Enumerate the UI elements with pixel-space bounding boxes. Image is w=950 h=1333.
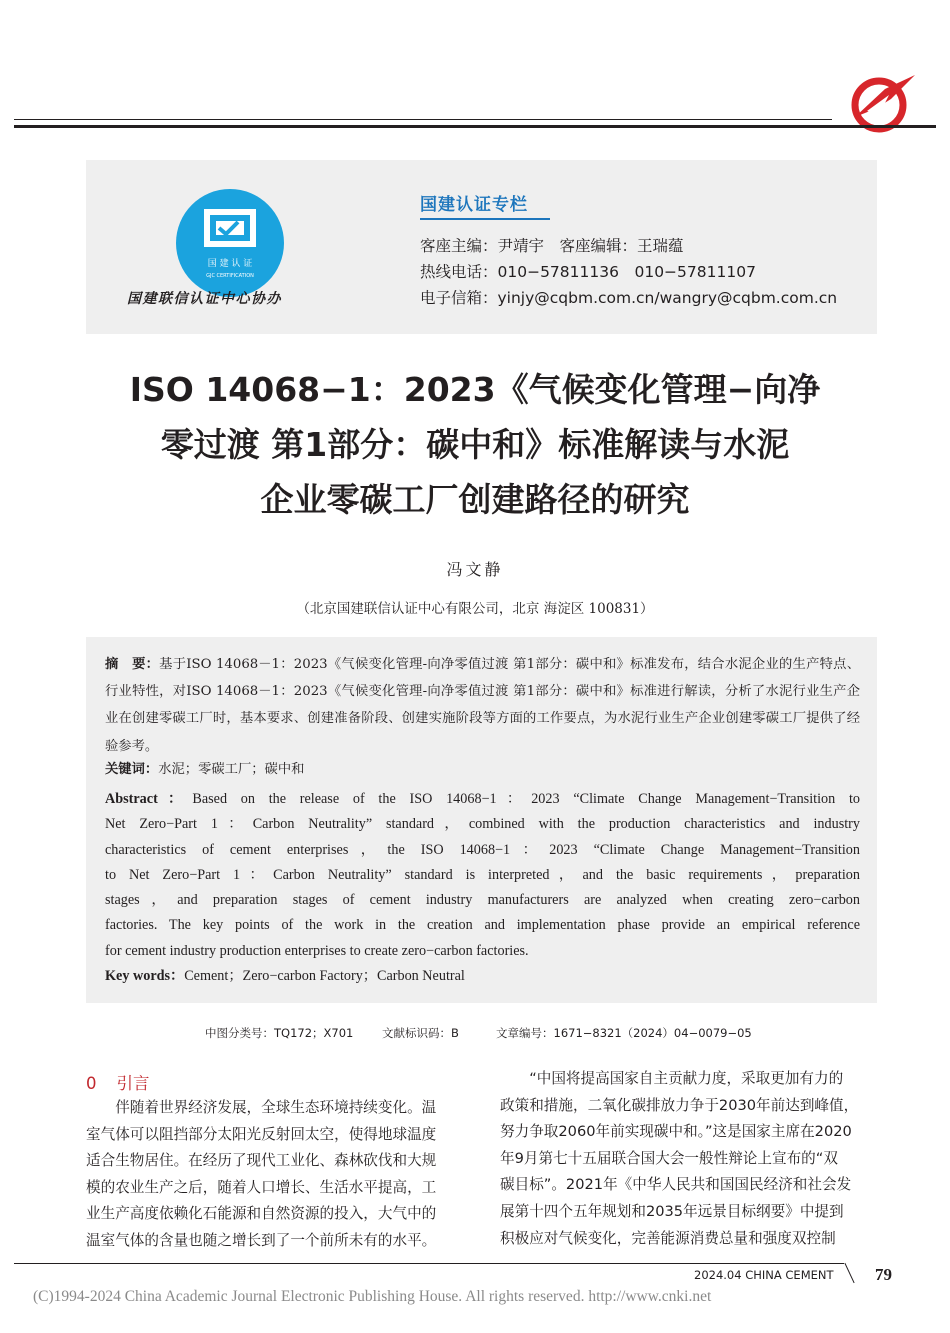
- document-code: 文献标识码：B: [382, 1026, 459, 1040]
- body-line: 努力争取2060年前实现碳中和。”这是国家主席在2020: [500, 1123, 852, 1141]
- clc-number: 中图分类号：TQ172；X701: [205, 1026, 354, 1040]
- footer-divider: [844, 1263, 854, 1283]
- en-abstract-label: Abstract：: [105, 791, 193, 807]
- copyright-watermark: (C)1994-2024 China Academic Journal Electronic Publishing House. All rights reserved. http://www.cnki.net: [33, 1288, 712, 1305]
- logo-text-top: 国 建 认 证: [207, 259, 253, 269]
- section-number: 0: [86, 1074, 97, 1093]
- english-abstract: [105, 787, 860, 964]
- body-line: 年9月第七十五届联合国大会一般性辩论上宣布的“双: [500, 1149, 838, 1167]
- abstract-box: [86, 637, 877, 1003]
- zh-keywords-text: 水泥；零碳工厂；碳中和: [158, 762, 305, 777]
- column-title: 国建认证专栏: [420, 195, 528, 215]
- en-abstract-line: stages，and preparation stages of cement industry manufacturers are analyzed when creating zero−carbon: [105, 892, 860, 909]
- title-line: 企业零碳工厂创建路径的研究: [260, 480, 690, 519]
- column-banner: [86, 160, 877, 334]
- zh-keywords-label: 关键词：: [105, 762, 159, 777]
- zh-abstract-label: 摘 要：: [105, 657, 160, 672]
- header-thick-rule: [14, 125, 832, 128]
- en-abstract-line: to Net Zero−Part 1：Carbon Neutrality” standard is interpreted，and the basic requirements，preparation: [105, 866, 860, 883]
- column-email: 电子信箱：yinjy@cqbm.com.cn/wangry@cqbm.com.cn: [420, 289, 838, 307]
- header-thin-rule: [14, 119, 832, 120]
- body-line: 适合生物居住。在经历了现代工业化、森林砍伐和大规: [86, 1152, 437, 1170]
- logo-text-bottom: GJC CERTIFICATION: [206, 273, 254, 279]
- en-abstract-text: Based on the release of the ISO 14068−1：2023 “Climate Change Management−Transition to: [192, 791, 860, 807]
- body-line: 伴随着世界经济发展，全球生态环境持续变化。温: [86, 1099, 437, 1116]
- en-keywords-text: Cement；Zero−carbon Factory；Carbon Neutral: [184, 968, 465, 984]
- column-hotline: 热线电话：010−57811136 010−57811107: [420, 263, 756, 281]
- en-abstract-line: [105, 787, 860, 812]
- chinese-abstract: [105, 651, 860, 760]
- body-line: 展第十四个五年规划和2035年远景目标纲要》中提到: [500, 1202, 844, 1220]
- body-line: 室气体可以阻挡部分太阳光反射回太空，使得地球温度: [86, 1125, 437, 1143]
- right-column-text: [500, 1066, 878, 1252]
- chinese-keywords: [105, 758, 304, 777]
- header-rule-right: [832, 125, 936, 128]
- column-title-underline: [420, 218, 550, 220]
- section-heading: [86, 1070, 150, 1094]
- en-abstract-line: Net Zero−Part 1：Carbon Neutrality” standard，combined with the production characteristics and industry: [105, 816, 860, 833]
- zh-abstract-text: 基于ISO 14068－1：2023《气候变化管理-向净零值过渡 第1部分：碳中和》标准发布，结合水泥企业的生产特点、行业特性，对ISO 14068－1：2023《气候变化管理-向净零值过渡 第1部分：碳中和》标准进行解读，分析了水泥行业生产企业在创建零碳工厂时，基本要求、创建准备阶段、创建实施阶段等方面的工作要点，为水泥行业生产企业创建零碳工厂提供了经验参考。: [105, 657, 860, 754]
- title-line: 零过渡 第1部分：碳中和》标准解读与水泥: [160, 425, 790, 464]
- column-editors: 客座主编：尹靖宇 客座编辑：王瑞蕴: [420, 237, 684, 255]
- cert-caption: 国建联信认证中心协办: [127, 291, 282, 307]
- affiliation: （北京国建联信认证中心有限公司，北京 海淀区 100831）: [296, 601, 654, 617]
- body-line: 碳目标”。2021年《中华人民共和国国民经济和社会发: [500, 1176, 852, 1194]
- en-abstract-line: characteristics of cement enterprises，the ISO 14068−1：2023 “Climate Change Management−Transition: [105, 841, 860, 858]
- body-line: “中国将提高国家自主贡献力度，采取更加有力的: [500, 1070, 844, 1087]
- title-line: ISO 14068−1：2023《气候变化管理−向净: [129, 370, 821, 409]
- section-title: 引言: [116, 1074, 150, 1093]
- en-abstract-line: factories. The key points of the work in the creation and implementation phase provide an empirical reference: [105, 917, 860, 934]
- body-line: 政策和措施，二氧化碳排放力争于2030年前达到峰值，: [500, 1096, 859, 1114]
- article-title: [60, 362, 890, 527]
- left-column-text: [86, 1095, 464, 1255]
- page-number: 79: [875, 1265, 892, 1284]
- body-line: 模的农业生产之后，随着人口增长、生活水平提高，工: [86, 1178, 437, 1196]
- body-line: 积极应对气候变化，完善能源消费总量和强度双控制: [500, 1229, 836, 1247]
- body-line: 业生产高度依赖化石能源和自然资源的投入，大气中的: [86, 1205, 437, 1223]
- article-number: 文章编号：1671−8321（2024）04−0079−05: [496, 1026, 752, 1040]
- en-abstract-line: for cement industry production enterprises to create zero−carbon factories.: [105, 942, 529, 959]
- english-keywords: [105, 965, 465, 985]
- footer-issue: 2024.04 CHINA CEMENT: [694, 1268, 834, 1282]
- en-keywords-label: Key words：: [105, 968, 185, 984]
- gjc-certification-logo-icon: [174, 187, 286, 299]
- footer-rule: [14, 1263, 844, 1264]
- body-line: 温室气体的含量也随之增长到了一个前所未有的水平。: [86, 1231, 437, 1249]
- author: 冯文静: [446, 560, 504, 579]
